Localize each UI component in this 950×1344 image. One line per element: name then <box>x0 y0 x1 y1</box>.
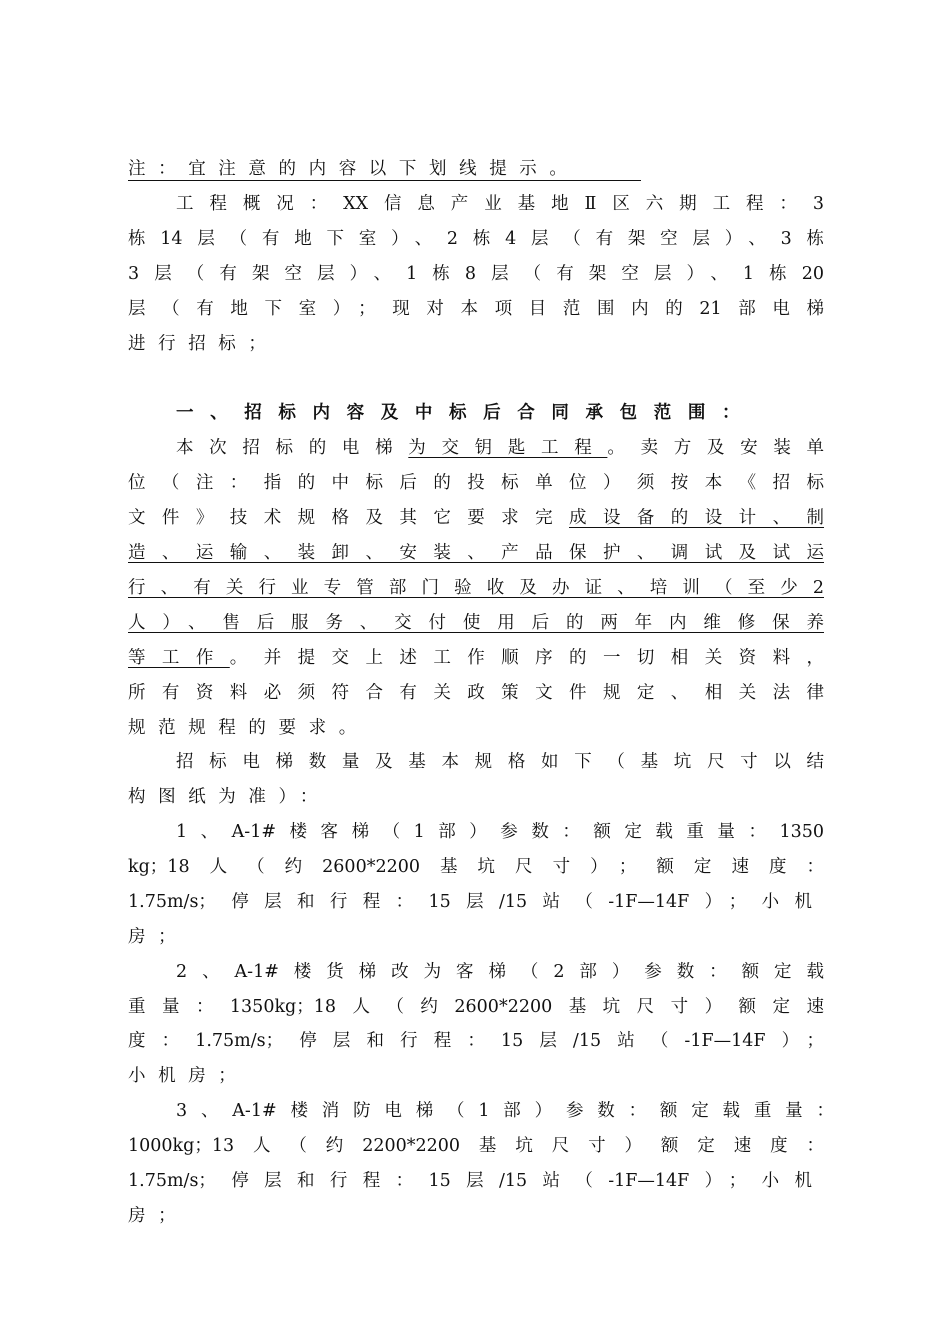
scope-line-5: 行、有关行业专管部门验收及办证、培训（至少2 <box>128 578 824 598</box>
overview-line-2: 栋14层（有地下室）、2栋4层（有架空层）、3栋 <box>128 229 824 249</box>
section-title: 一、招标内容及中标后合同承包范围： <box>176 403 757 423</box>
scope-line-8: 所有资料必须符合有关政策文件规定、相关法律 <box>128 683 824 703</box>
item-2-line-4: 小机房； <box>128 1066 249 1086</box>
scope-line-4: 造、运输、装卸、安装、产品保护、调试及试运 <box>128 543 824 563</box>
spec-intro-line-2: 构图纸为准）： <box>128 787 330 807</box>
item-3-line-3: 1.75m/s；停层和行程：15层/15站（-1F—14F）；小机 <box>128 1171 812 1191</box>
overview-line-5: 进行招标； <box>128 334 279 354</box>
item-2-line-3: 度：1.75m/s；停层和行程：15层/15站（-1F—14F）； <box>128 1031 824 1051</box>
scope-text: 文件》技术规格及其它要求完 <box>128 508 570 528</box>
scope-text: 本次招标的电梯 <box>176 438 409 458</box>
item-1-line-1: 1、A-1#楼客梯（1部）参数：额定载重量：1350 <box>176 822 824 842</box>
spec-intro-line-1: 招标电梯数量及基本规格如下（基坑尺寸以结 <box>176 752 824 772</box>
item-2-line-1: 2、A-1#楼货梯改为客梯（2部）参数：额定载 <box>176 962 824 982</box>
scope-line-2: 位（注：指的中标后的投标单位）须按本《招标 <box>128 473 824 493</box>
overview-line-1: 工程概况：XX信息产业基地Ⅱ区六期工程：3 <box>176 194 824 214</box>
scope-line-1 <box>176 436 824 460</box>
note-text: 注：宜注意的内容以下划线提示。 <box>128 159 580 179</box>
note-underline <box>128 180 641 181</box>
item-1-line-3: 1.75m/s；停层和行程：15层/15站（-1F—14F）；小机 <box>128 892 812 912</box>
item-3-line-4: 房； <box>128 1206 189 1226</box>
item-3-line-1: 3、A-1#楼消防电梯（1部）参数：额定载重量： <box>176 1101 834 1121</box>
scope-text: 。并提交上述工作顺序的一切相关资料， <box>229 648 825 668</box>
overview-line-4: 层（有地下室）；现对本项目范围内的21部电梯 <box>128 299 824 319</box>
scope-line-3 <box>128 506 824 530</box>
scope-underlined-text: 等工作 <box>128 648 230 668</box>
item-2-line-2: 重量：1350kg；18人（约2600*2200基坑尺寸）额定速 <box>128 997 824 1017</box>
overview-line-3: 3层（有架空层）、1栋8层（有架空层）、1栋20 <box>128 264 824 284</box>
scope-underlined-text: 成设备的设计、制 <box>569 508 825 528</box>
item-1-line-4: 房； <box>128 927 189 947</box>
scope-line-6: 人）、售后服务、交付使用后的两年内维修保养 <box>128 613 824 633</box>
scope-underlined-text: 为交钥匙工程 <box>408 438 608 458</box>
scope-text: 。卖方及安装单 <box>607 438 825 458</box>
item-1-line-2: kg；18人（约2600*2200基坑尺寸）；额定速度： <box>128 857 824 877</box>
item-3-line-2: 1000kg；13人（约2200*2200基坑尺寸）额定速度： <box>128 1136 824 1156</box>
scope-line-9: 规范规程的要求。 <box>128 718 369 738</box>
scope-line-7 <box>128 646 824 670</box>
